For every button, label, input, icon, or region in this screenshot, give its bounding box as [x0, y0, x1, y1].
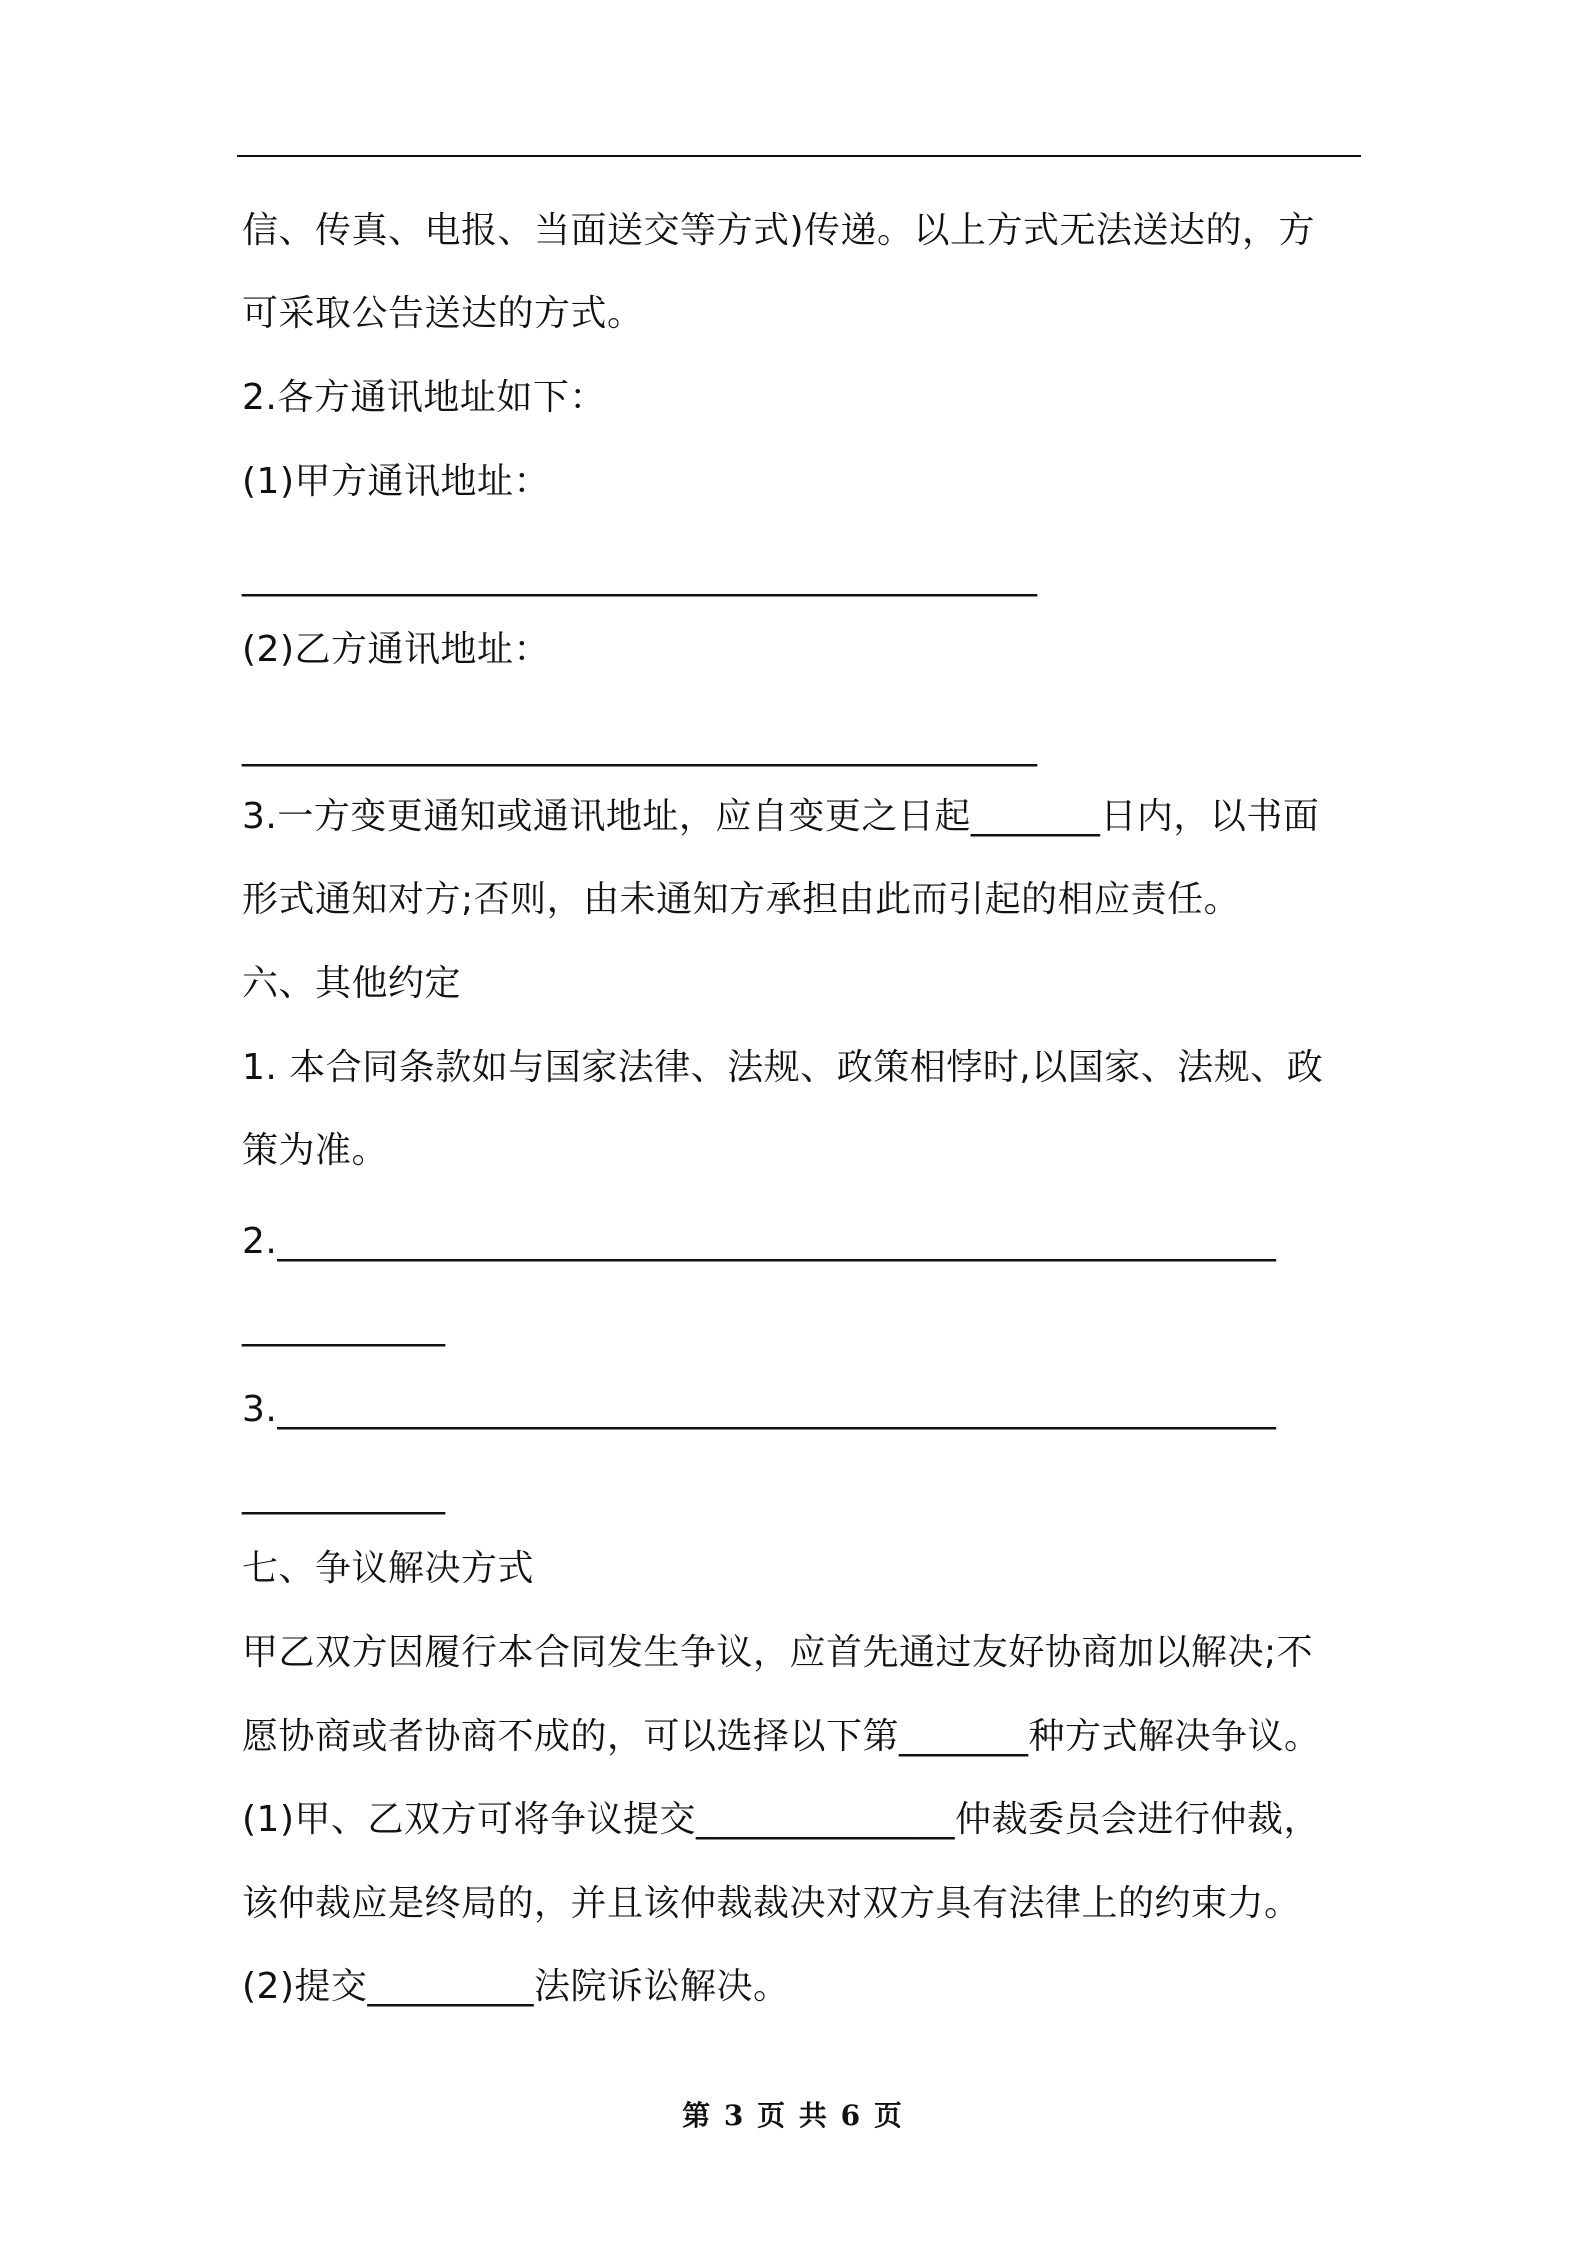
paragraph-line: 愿协商或者协商不成的，可以选择以下第_______种方式解决争议。	[242, 1716, 1321, 1757]
address-label-party-b: (2)乙方通讯地址：	[242, 629, 550, 670]
blank-clause-line: 3.______________________________________________________	[242, 1389, 1277, 1430]
paragraph-line: (1)甲、乙双方可将争议提交______________仲裁委员会进行仲裁，	[242, 1799, 1320, 1840]
blank-fill-line: ___________________________________________	[242, 556, 1038, 597]
page-number-footer: 第 3 页 共 6 页	[682, 2099, 904, 2132]
paragraph-line: 1. 本合同条款如与国家法律、法规、政策相悖时,以国家、法规、政	[242, 1047, 1324, 1088]
clause-heading: 2.各方通讯地址如下：	[242, 377, 606, 418]
address-label-party-a: (1)甲方通讯地址：	[242, 461, 550, 502]
section-heading: 六、其他约定	[242, 963, 462, 1004]
blank-fill-line: ___________________________________________	[242, 726, 1038, 767]
paragraph-line: 甲乙双方因履行本合同发生争议，应首先通过友好协商加以解决;不	[242, 1632, 1314, 1673]
header-divider	[237, 155, 1361, 157]
paragraph-line: 该仲裁应是终局的，并且该仲裁裁决对双方具有法律上的约束力。	[242, 1883, 1301, 1924]
blank-clause-line: 2.______________________________________________________	[242, 1221, 1277, 1262]
paragraph-line: 可采取公告送达的方式。	[242, 293, 644, 334]
paragraph-line: (2)提交_________法院诉讼解决。	[242, 1966, 790, 2007]
blank-fill-line: ___________	[242, 1306, 446, 1347]
paragraph-line: 3.一方变更通知或通讯地址，应自变更之日起_______日内，以书面	[242, 796, 1320, 837]
paragraph-line: 策为准。	[242, 1130, 389, 1171]
paragraph-line: 形式通知对方;否则，由未通知方承担由此而引起的相应责任。	[242, 879, 1241, 920]
paragraph-line: 信、传真、电报、当面送交等方式)传递。以上方式无法送达的，方	[242, 210, 1316, 251]
blank-fill-line: ___________	[242, 1474, 446, 1515]
section-heading: 七、争议解决方式	[242, 1548, 535, 1589]
